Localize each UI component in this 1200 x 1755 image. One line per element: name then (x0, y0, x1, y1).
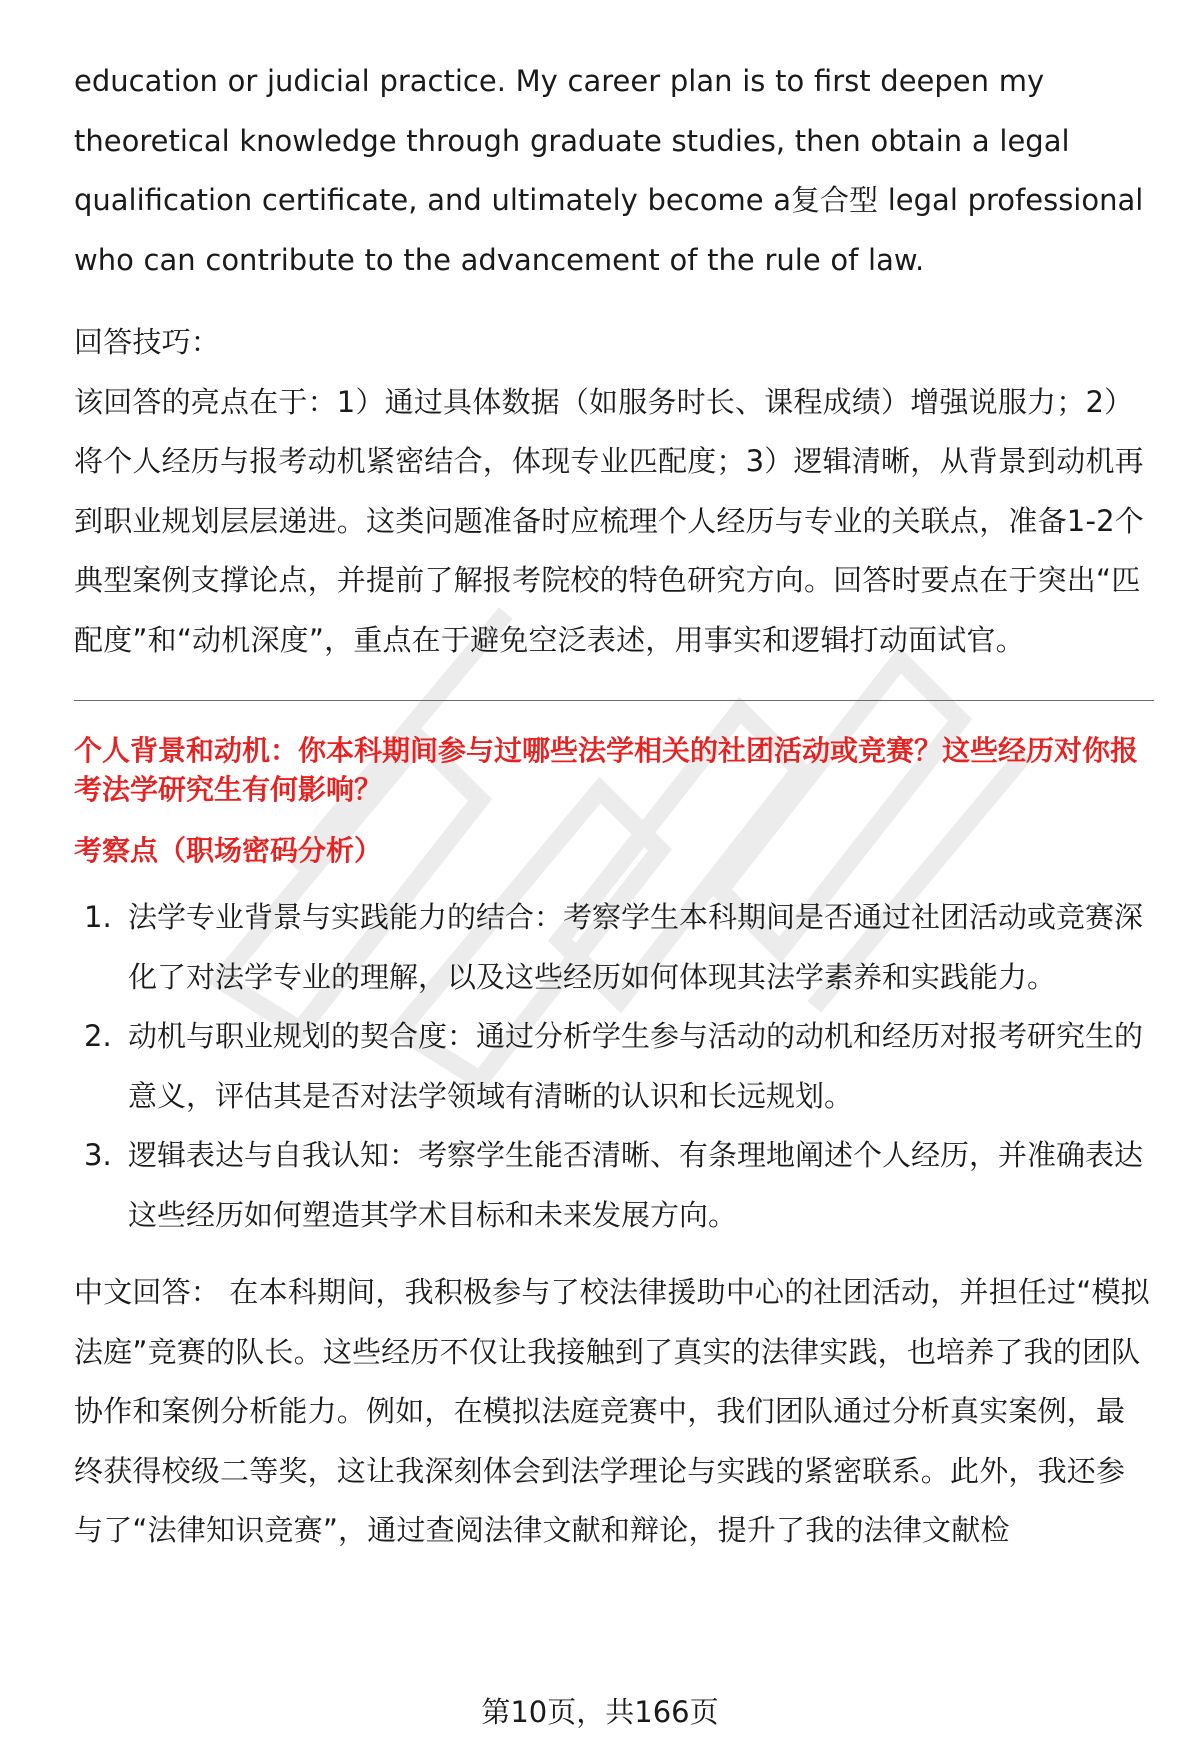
chinese-answer: 中文回答： 在本科期间，我积极参与了校法律援助中心的社团活动，并担任过“模拟法庭”竞赛的队长。这些经历不仅让我接触到了真实的法律实践，也培养了我的团队协作和案例分析能力。例如，在模拟法庭竞赛中，我们团队通过分析真实案例，最终获得校级二等奖，这让我深刻体会到法学理论与实践的紧密联系。此外，我还参与了“法律知识竞赛”，通过查阅法律文献和辩论，提升了我的法律文献检 (74, 1275, 1150, 1547)
list-item-number: 1. (84, 900, 112, 934)
tips-label: 回答技巧： (74, 325, 221, 359)
list-item-text: 动机与职业规划的契合度：通过分析学生参与活动的动机和经历对报考研究生的意义，评估其是否对法学领域有清晰的认识和长远规划。 (128, 1019, 1144, 1113)
focus-heading: 考察点（职场密码分析） (74, 834, 383, 867)
list-item (74, 1126, 1154, 1245)
page-content (74, 52, 1154, 1561)
list-item (74, 888, 1154, 1007)
list-item (74, 1007, 1154, 1126)
list-item-number: 3. (84, 1138, 112, 1172)
page-number-footer: 第10页，共166页 (481, 1695, 719, 1729)
list-item-text: 法学专业背景与实践能力的结合：考察学生本科期间是否通过社团活动或竞赛深化了对法学专业的理解，以及这些经历如何体现其法学素养和实践能力。 (128, 900, 1144, 994)
question-title: 个人背景和动机：你本科期间参与过哪些法学相关的社团活动或竞赛？这些经历对你报考法学研究生有何影响？ (74, 734, 1139, 806)
list-item-text: 逻辑表达与自我认知：考察学生能否清晰、有条理地阐述个人经历，并准确表达这些经历如何塑造其学术目标和未来发展方向。 (128, 1138, 1144, 1232)
focus-points-list (74, 888, 1154, 1245)
english-answer-continuation: education or judicial practice. My career plan is to first deepen my theoretical knowledge through graduate studies, then obtain a legal qualification certificate, and ultimately become a复合型 legal professional who can contribute to the advancement of the rule of law. (74, 64, 1144, 277)
tips-body: 该回答的亮点在于：1）通过具体数据（如服务时长、课程成绩）增强说服力；2）将个人经历与报考动机紧密结合，体现专业匹配度；3）逻辑清晰，从背景到动机再到职业规划层层递进。这类问题准备时应梳理个人经历与专业的关联点，准备1-2个典型案例支撑论点，并提前了解报考院校的特色研究方向。回答时要点在于突出“匹配度”和“动机深度”，重点在于避免空泛表述，用事实和逻辑打动面试官。 (74, 384, 1144, 657)
list-item-number: 2. (84, 1019, 112, 1053)
